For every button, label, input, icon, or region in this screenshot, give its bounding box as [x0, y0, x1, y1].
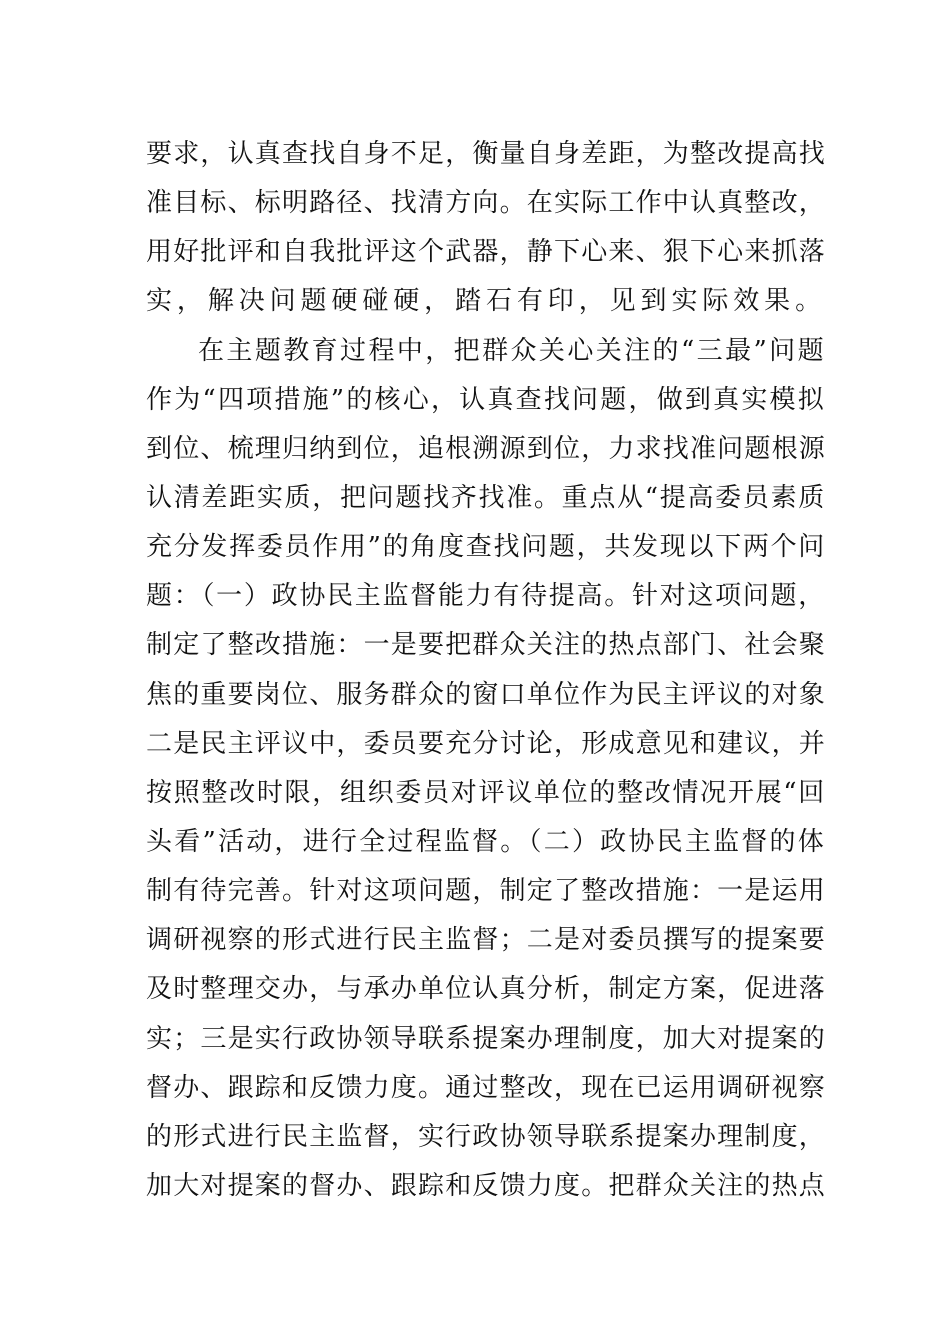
text-line-content: 充分发挥委员作用”的角度查找问题，共发现以下两个问 — [146, 532, 826, 563]
text-line — [146, 1064, 826, 1113]
text-line-content: 要求，认真查找自身不足，衡量自身差距，为整改提高找 — [146, 139, 826, 169]
text-line — [146, 867, 826, 916]
text-line — [146, 1015, 826, 1064]
text-line — [146, 572, 826, 621]
text-line-content: 实，解决问题硬碰硬，踏石有印，见到实际效果。 — [146, 286, 826, 317]
text-line — [146, 523, 826, 572]
text-line — [146, 474, 826, 523]
text-line-content: 实；三是实行政协领导联系提案办理制度，加大对提案的 — [146, 1023, 826, 1054]
text-line-content: 到位、梳理归纳到位，追根溯源到位，力求找准问题根源 — [146, 433, 826, 464]
text-line-content: 的形式进行民主监督，实行政协领导联系提案办理制度， — [146, 1121, 826, 1152]
text-line — [146, 1113, 826, 1162]
body-text — [146, 130, 826, 1211]
text-line-content: 认清差距实质，把问题找齐找准。重点从“提高委员素质 — [146, 482, 826, 513]
text-line-content: 调研视察的形式进行民主监督；二是对委员撰写的提案要 — [146, 925, 826, 956]
text-line-content: 及时整理交办，与承办单位认真分析，制定方案，促进落 — [146, 974, 826, 1005]
text-line-content: 督办、跟踪和反馈力度。通过整改，现在已运用调研视察 — [146, 1072, 826, 1103]
text-line-content: 作为“四项措施”的核心，认真查找问题，做到真实模拟 — [146, 384, 826, 415]
text-line — [146, 130, 826, 179]
text-line-content: 制定了整改措施：一是要把群众关注的热点部门、社会聚 — [146, 630, 826, 661]
text-line-content: 加大对提案的督办、跟踪和反馈力度。把群众关注的热点 — [146, 1170, 826, 1201]
text-line-content: 用好批评和自我批评这个武器，静下心来、狠下心来抓落 — [146, 237, 826, 268]
text-line — [146, 965, 826, 1014]
text-line-content: 头看”活动，进行全过程监督。（二）政协民主监督的体 — [146, 826, 826, 857]
text-line — [146, 179, 826, 228]
text-line-content: 准目标、标明路径、找清方向。在实际工作中认真整改， — [146, 188, 826, 219]
text-line — [146, 916, 826, 965]
text-line — [146, 621, 826, 670]
text-line-content: 焦的重要岗位、服务群众的窗口单位作为民主评议的对象 — [146, 679, 826, 710]
text-line — [146, 425, 826, 474]
text-line-content: 二是民主评议中，委员要充分讨论，形成意见和建议，并 — [146, 728, 826, 759]
text-line-content: 按照整改时限，组织委员对评议单位的整改情况开展“回 — [146, 777, 826, 808]
text-line — [146, 671, 826, 720]
text-line — [146, 277, 826, 326]
text-line — [146, 228, 826, 277]
text-line — [146, 1162, 826, 1211]
text-line — [146, 818, 826, 867]
text-line — [146, 376, 826, 425]
text-line-content: 题：（一）政协民主监督能力有待提高。针对这项问题， — [146, 581, 826, 612]
text-line-content: 制有待完善。针对这项问题，制定了整改措施：一是运用 — [146, 876, 826, 907]
text-line — [146, 769, 826, 818]
text-line-content: 在主题教育过程中，把群众关心关注的“三最”问题 — [198, 335, 826, 366]
text-line — [146, 720, 826, 769]
text-line — [146, 327, 826, 376]
